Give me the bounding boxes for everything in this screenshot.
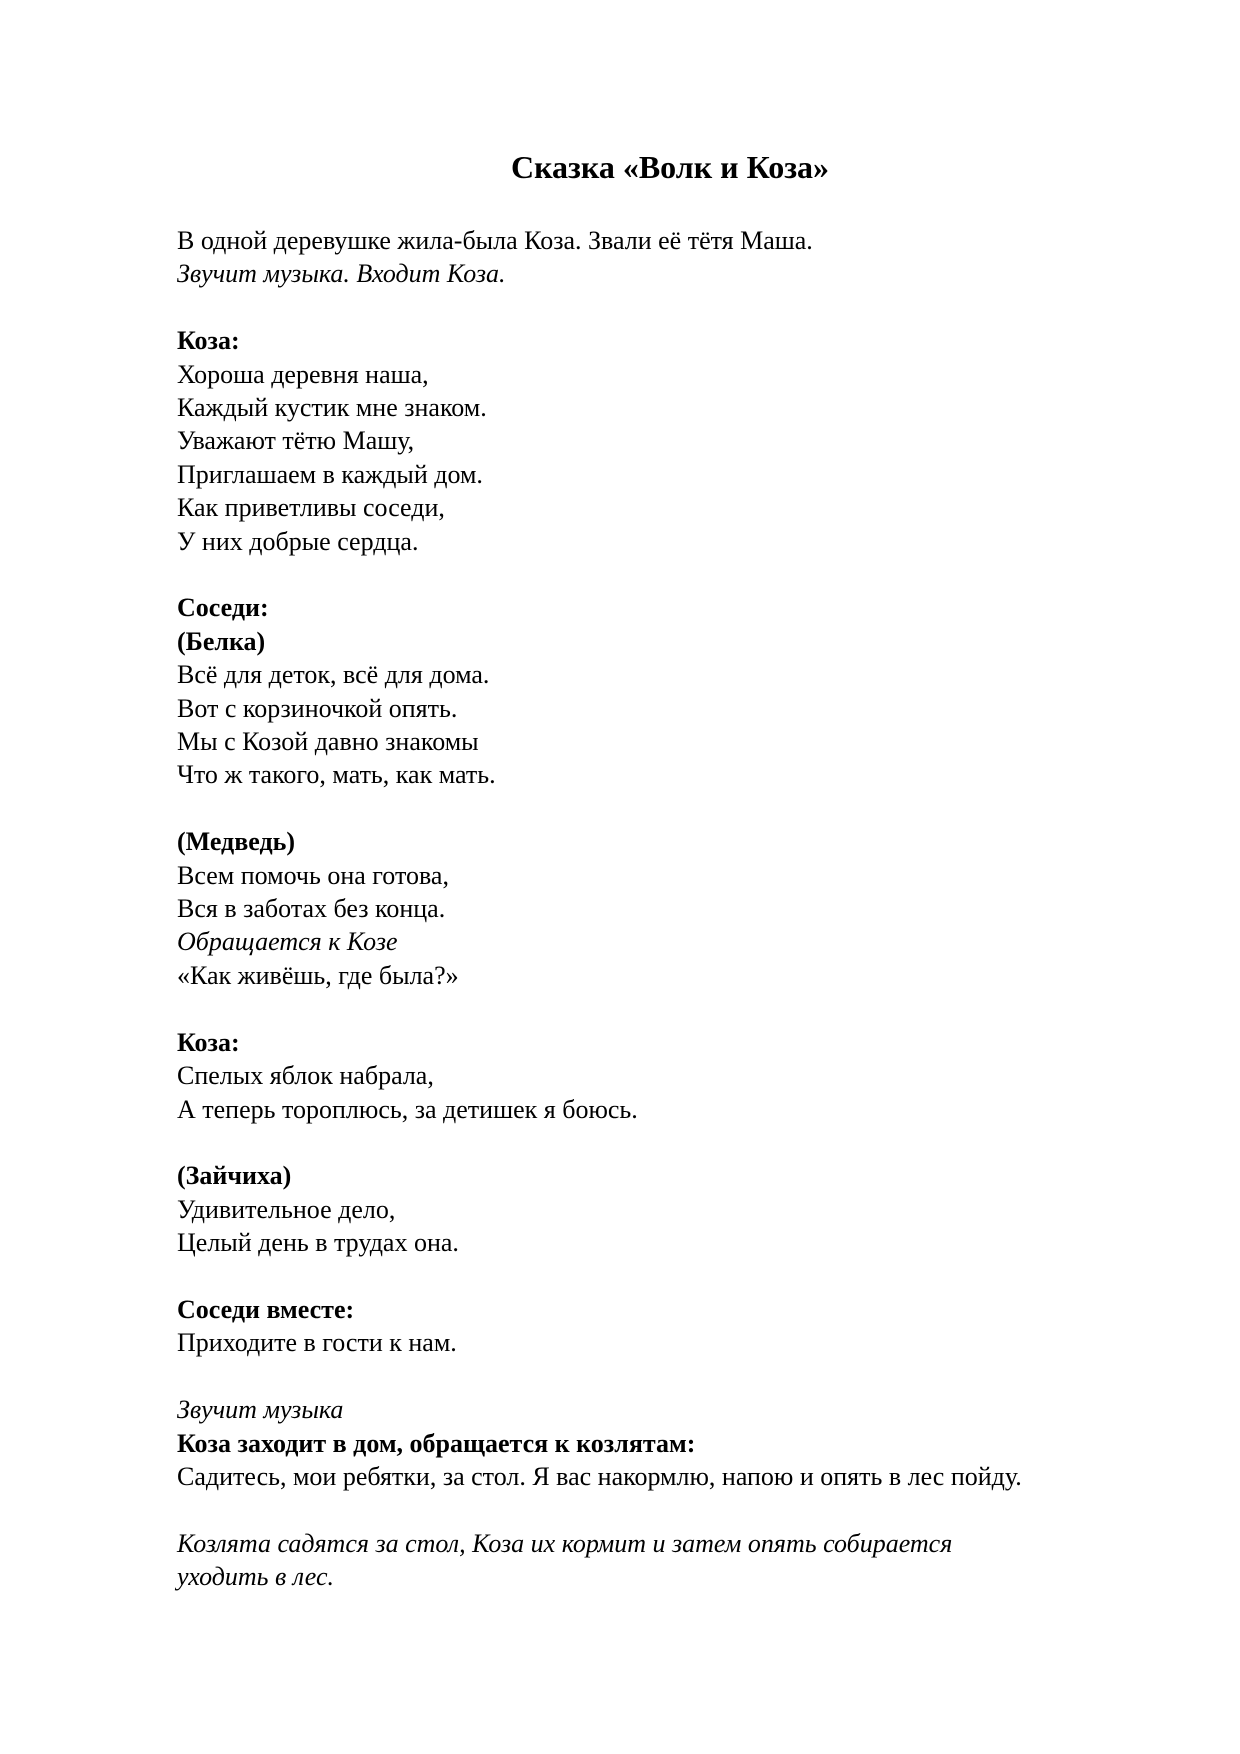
speaker-label: (Медведь) bbox=[177, 827, 296, 857]
text-line: Садитесь, мои ребятки, за стол. Я вас накормлю, напою и опять в лес пойду. bbox=[177, 1461, 1022, 1491]
paragraph-gap bbox=[177, 1360, 1177, 1393]
text-line: Всем помочь она готова, bbox=[177, 860, 449, 890]
text-line: Удивительное дело, bbox=[177, 1194, 396, 1224]
text-line: Всё для деток, всё для дома. bbox=[177, 660, 490, 690]
stage-direction: Звучит музыка. Входит Коза. bbox=[177, 259, 506, 289]
text-line: Приглашаем в каждый дом. bbox=[177, 459, 483, 489]
text-line: У них добрые сердца. bbox=[177, 526, 419, 556]
stage-direction: Козлята садятся за стол, Коза их кормит и затем опять собирается bbox=[177, 1528, 953, 1558]
speaker-label: (Зайчиха) bbox=[177, 1161, 292, 1191]
text-line: Каждый кустик мне знаком. bbox=[177, 393, 487, 423]
text-line: Уважают тётю Машу, bbox=[177, 426, 415, 456]
paragraph-gap bbox=[177, 558, 1177, 591]
paragraph-gap bbox=[177, 1493, 1177, 1526]
text-line: «Как живёшь, где была?» bbox=[177, 960, 459, 990]
stage-direction: уходить в лес. bbox=[177, 1562, 335, 1592]
document-title: Сказка «Волк и Коза» bbox=[510, 149, 830, 185]
text-line: Мы с Козой давно знакомы bbox=[177, 727, 479, 757]
speaker-label: Соседи: bbox=[177, 593, 269, 623]
text-line: Приходите в гости к нам. bbox=[177, 1328, 457, 1358]
text-line: Что ж такого, мать, как мать. bbox=[177, 760, 496, 790]
text-line: Хороша деревня наша, bbox=[177, 359, 429, 389]
speaker-label: Коза заходит в дом, обращается к козлятам: bbox=[177, 1428, 696, 1458]
text-line: Спелых яблок набрала, bbox=[177, 1061, 434, 1091]
paragraph-gap bbox=[177, 291, 1177, 324]
speaker-label: Коза: bbox=[177, 326, 240, 356]
text-line: Как приветливы соседи, bbox=[177, 493, 445, 523]
paragraph-gap bbox=[177, 992, 1177, 1025]
paragraph-gap bbox=[177, 1126, 1177, 1159]
text-line: А теперь тороплюсь, за детишек я боюсь. bbox=[177, 1094, 638, 1124]
text-line: Вот с корзиночкой опять. bbox=[177, 693, 458, 723]
speaker-label: Соседи вместе: bbox=[177, 1294, 355, 1324]
text-line: Целый день в трудах она. bbox=[177, 1228, 459, 1258]
speaker-label: Коза: bbox=[177, 1027, 240, 1057]
stage-direction: Звучит музыка bbox=[177, 1395, 344, 1425]
speaker-label: (Белка) bbox=[177, 626, 266, 656]
text-line: Вся в заботах без конца. bbox=[177, 894, 446, 924]
stage-direction: Обращается к Козе bbox=[177, 927, 398, 957]
paragraph-gap bbox=[177, 792, 1177, 825]
document-body bbox=[177, 224, 1177, 1594]
text-line: В одной деревушке жила-была Коза. Звали её тётя Маша. bbox=[177, 226, 813, 255]
paragraph-gap bbox=[177, 1260, 1177, 1293]
